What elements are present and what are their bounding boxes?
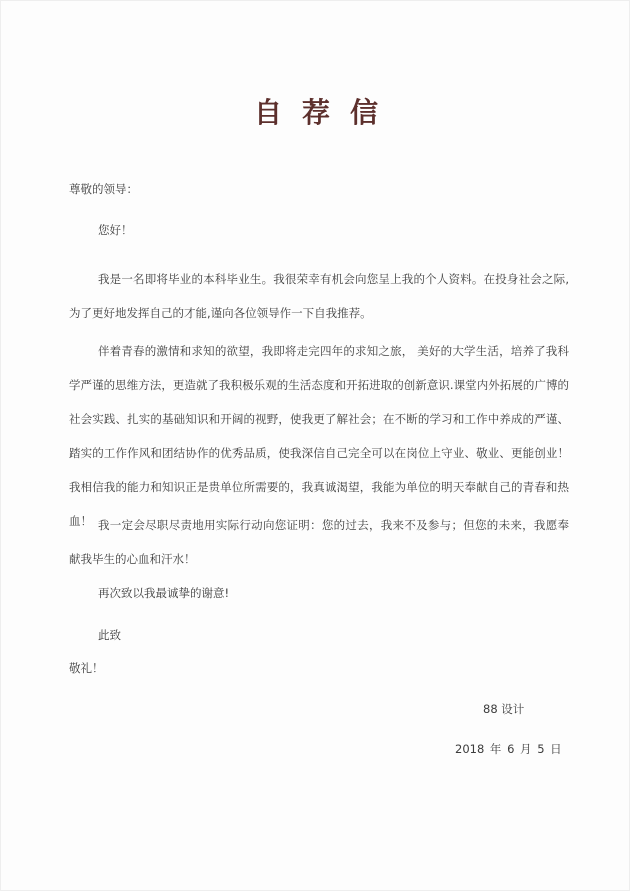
paragraph-pledge: 我一定会尽职尽责地用实际行动向您证明：您的过去，我来不及参与；但您的未来，我愿奉献我毕生的心血和汗水！ (69, 518, 569, 566)
letter-date: 2018 年 6 月 5 日 (455, 742, 562, 756)
signature: 88 设计 (483, 702, 525, 716)
thanks-line: 再次致以我最诚挚的谢意! (98, 586, 230, 600)
letter-title: 自荐信 (253, 96, 398, 129)
paragraph-intro: 我是一名即将毕业的本科毕业生。我很荣幸有机会向您呈上我的个人资料。在投身社会之际,为了更好地发挥自己的才能,谨向各位领导作一下自我推荐。 (69, 272, 569, 320)
greeting: 您好！ (98, 223, 133, 237)
paragraph-body: 伴着青春的激情和求知的欲望，我即将走完四年的求知之旅， 美好的大学生活，培养了我科学严谨的思维方法，更造就了我积极乐观的生活态度和开拓进取的创新意识.课堂内外拓展的广博的社会实践、扎实的基础知识和开阔的视野，使我更了解社会；在不断的学习和工作中养成的严谨、踏实的工作作风和团结协作的优秀品质，使我深信自己完全可以在岗位上守业、敬业、更能创业！我相信我的能力和知识正是贵单位所需要的，我真诚渴望，我能为单位的明天奉献自己的青春和热血！ (69, 344, 569, 528)
salutation: 尊敬的领导： (69, 182, 138, 196)
regards-line: 敬礼！ (69, 661, 104, 675)
closing-line: 此致 (98, 628, 121, 642)
